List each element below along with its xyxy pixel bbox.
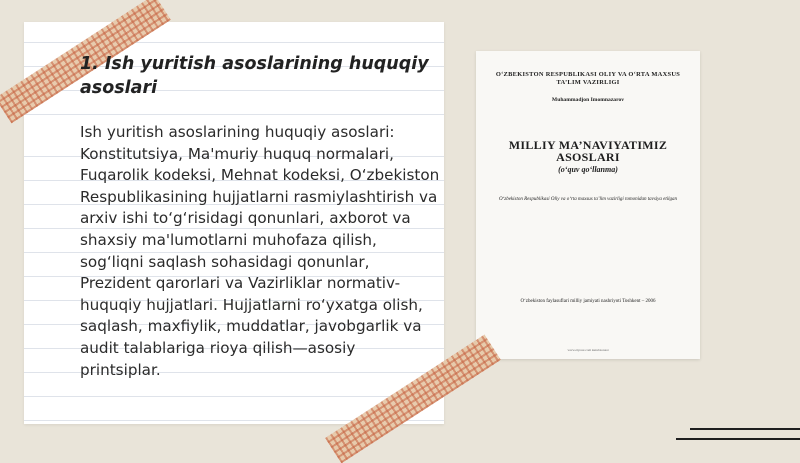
slide-heading: 1. Ish yuritish asoslarining huquqiy asoslari: [80, 54, 429, 98]
book-approval: O‘zbekiston Respublikasi Oliy va o‘rta maxsus ta’lim vazirligi tomonidan tavsiya etilgan: [498, 197, 678, 202]
book-title: MILLIY MA’NAVIYATIMIZ ASOSLARI: [508, 138, 668, 164]
book-publisher: O‘zbekiston faylasuflari milliy jamiyati nashriyoti Toshkent – 2006: [520, 299, 656, 304]
book-footline: www.ziyouz.com kutubxonasi: [567, 348, 609, 352]
decorative-line: [676, 438, 800, 440]
book-ministry: O‘ZBEKISTON RESPUBLIKASI OLIY VA O‘RTA MAXSUS TA’LIM VAZIRLIGI: [495, 71, 681, 86]
book-cover-image: [476, 51, 700, 359]
slide-body-text: Ish yuritish asoslarining huquqiy asoslari: Konstitutsiya, Ma'muriy huquq normalari, Fuqarolik kodeksi, Mehnat kodeksi, O‘zbekiston Respublikasining hujjatlarni rasmiylashtirish va arxiv ishi to‘g‘risidagi qonunlari, axborot va shaxsiy ma'lumotlarni muhofaza qilish, sog‘liqni saqlash sohasidagi qonunlar, Prezident qarorlari va Vazirliklar normativ-huquqiy hujjatlari. Hujjatlarni ro‘yxatga olish, saqlash, maxfiylik, muddatlar, javobgarlik va audit talablariga rioya qilish—asosiy printsiplar.: [80, 123, 440, 379]
book-subtitle: (o‘quv qo‘llanma): [558, 165, 618, 174]
decorative-line: [690, 428, 800, 430]
book-author: Muhammadjon Imomnazarov: [551, 97, 625, 103]
